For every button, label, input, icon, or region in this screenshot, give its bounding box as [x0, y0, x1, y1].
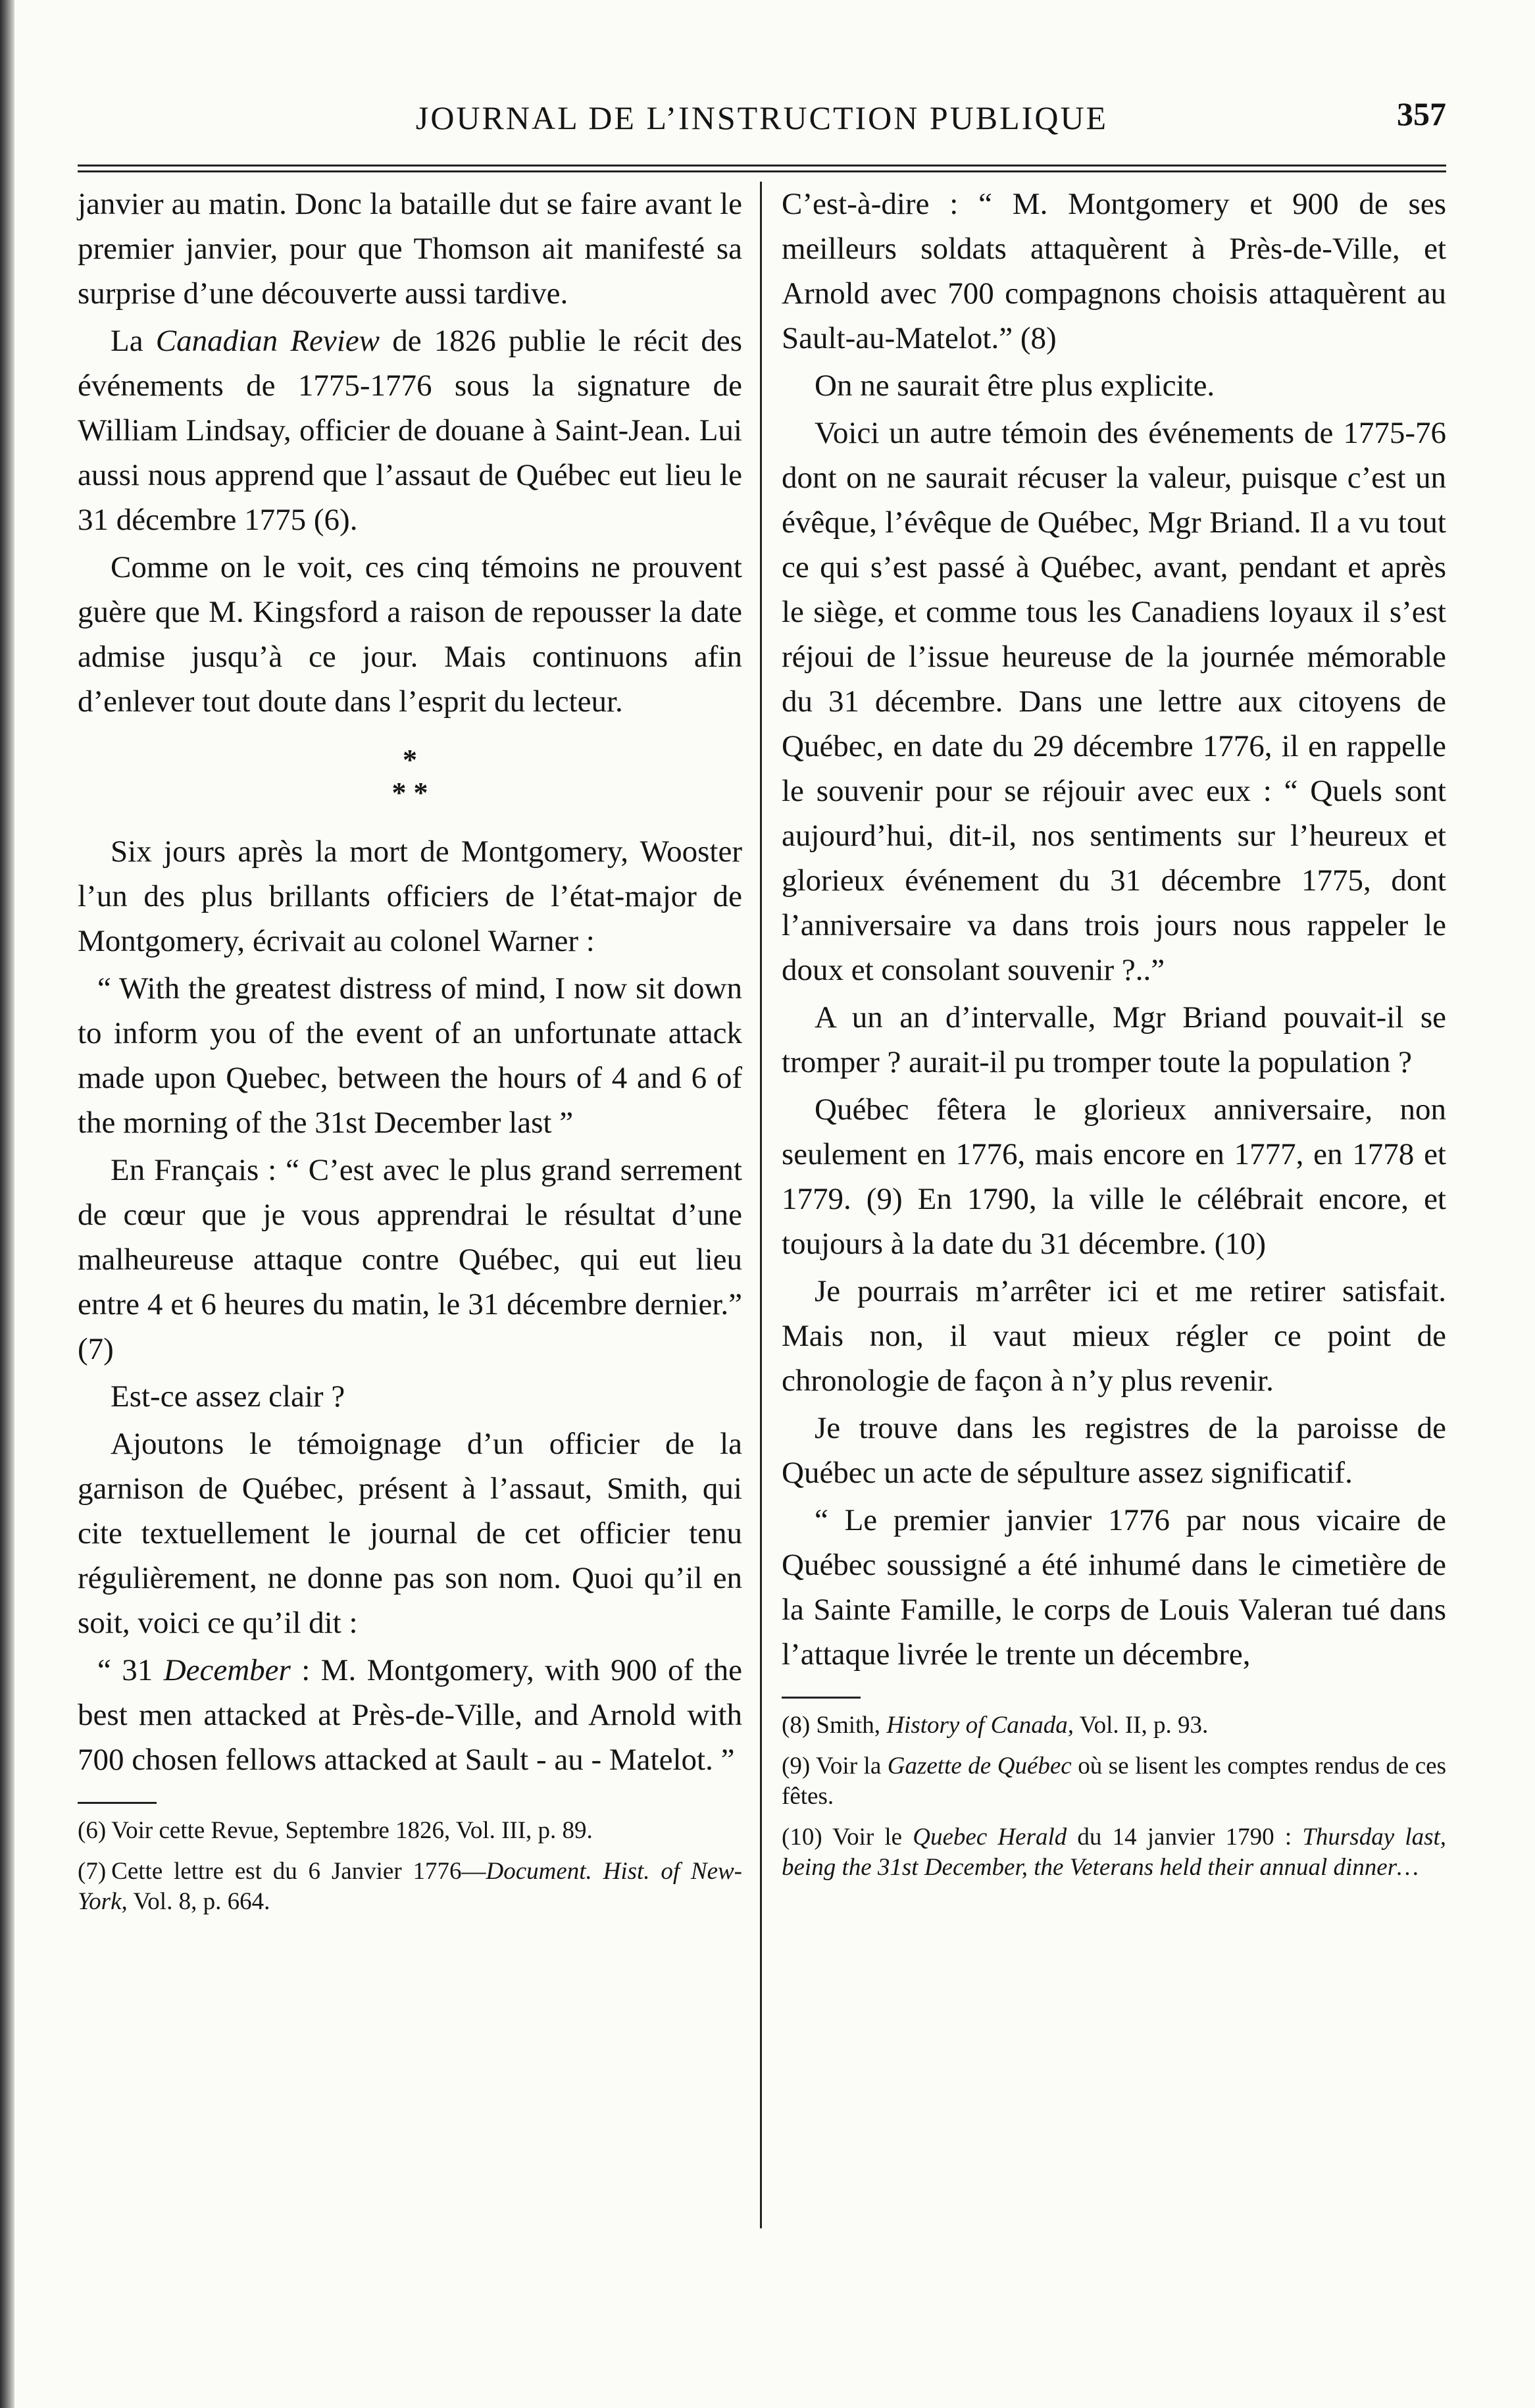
paragraph: Comme on le voit, ces cinq témoins ne prouvent guère que M. Kingsford a raison de repousser la date admise jusqu’à ce jour. Mais continuons afin d’enlever tout doute dans l’esprit du lecteur. [78, 550, 742, 719]
journal-title: JOURNAL DE L’INSTRUCTION PUBLIQUE [415, 99, 1109, 136]
burial-record-quote: “ Le premier janvier 1776 par nous vicaire de Québec soussigné a été inhumé dans le cimetière de la Sainte Famille, le corps de Louis Valeran tué dans l’attaque livrée le trente un décembre, [782, 1503, 1446, 1672]
paragraph: Québec fêtera le glorieux anniversaire, non seulement en 1776, mais encore en 1777, en 1778 et 1779. (9) En 1790, la ville le célébrait encore, et toujours à la date du 31 décembre. (10) [782, 1092, 1446, 1261]
footnote-6: (6) Voir cette Revue, Septembre 1826, Vol. III, p. 89. [78, 1817, 593, 1844]
text-columns [78, 182, 1446, 1928]
right-column [782, 182, 1446, 1928]
footnote-rule [78, 1802, 157, 1804]
header-double-rule [78, 165, 1446, 172]
column-divider [760, 182, 762, 2228]
paragraph: En Français : “ C’est avec le plus grand serrement de cœur que je vous apprendrai le résultat d’une malheureuse attaque contre Québec, qui eut lieu entre 4 et 6 heures du matin, le 31 décembre dernier.” (7) [78, 1153, 742, 1366]
paragraph: Je pourrais m’arrêter ici et me retirer satisfait. Mais non, il vaut mieux régler ce point de chronologie de façon à n’y plus revenir. [782, 1274, 1446, 1398]
page-number: 357 [1397, 95, 1446, 132]
paragraph: La Canadian Review de 1826 publie le récit des événements de 1775-1776 sous la signature de William Lindsay, officier de douane à Saint-Jean. Lui aussi nous apprend que l’assaut de Québec eut lieu le 31 décembre 1775 (6). [78, 324, 742, 537]
footnote-rule [782, 1697, 861, 1699]
running-head [78, 95, 1446, 158]
left-column [78, 182, 742, 1928]
section-separator: * * * [391, 744, 428, 809]
paragraph: A un an d’intervalle, Mgr Briand pouvait-il se tromper ? aurait-il pu tromper toute la population ? [782, 1000, 1446, 1079]
footnote-10: (10) Voir le Quebec Herald du 14 janvier 1790 : Thursday last, being the 31st December, the Veterans held their annual dinner… [782, 1824, 1446, 1881]
paragraph: On ne saurait être plus explicite. [815, 369, 1215, 403]
footnote-7: (7) Cette lettre est du 6 Janvier 1776—Document. Hist. of New-York, Vol. 8, p. 664. [78, 1858, 742, 1915]
paragraph: C’est-à-dire : “ M. Montgomery et 900 de ses meilleurs soldats attaquèrent à Près-de-Ville, et Arnold avec 700 compagnons choisis attaquèrent au Sault-au-Matelot.” (8) [782, 187, 1446, 355]
paragraph: Je trouve dans les registres de la paroisse de Québec un acte de sépulture assez significatif. [782, 1411, 1446, 1490]
english-quote: “ With the greatest distress of mind, I now sit down to inform you of the event of an unfortunate attack made upon Quebec, between the hours of 4 and 6 of the morning of the 31st December last ” [78, 971, 742, 1140]
paragraph: Est-ce assez clair ? [111, 1379, 345, 1414]
footnote-9: (9) Voir la Gazette de Québec où se lisent les comptes rendus de ces fêtes. [782, 1753, 1446, 1810]
paragraph: janvier au matin. Donc la bataille dut se faire avant le premier janvier, pour que Thomson ait manifesté sa surprise d’une découverte aussi tardive. [78, 187, 742, 311]
footnote-8: (8) Smith, History of Canada, Vol. II, p. 93. [782, 1712, 1209, 1739]
book-spine-shadow [0, 0, 14, 2408]
paragraph: Voici un autre témoin des événements de 1775-76 dont on ne saurait récuser la valeur, puisque c’est un évêque, l’évêque de Québec, Mgr Briand. Il a vu tout ce qui s’est passé à Québec, avant, pendant et après le siège, et comme tous les Canadiens loyaux il s’est réjoui de l’issue heureuse de la journée mémorable du 31 décembre. Dans une lettre aux citoyens de Québec, en date du 29 décembre 1776, il en rappelle le souvenir pour se réjouir avec eux : “ Quels sont aujourd’hui, dit-il, nos sentiments sur l’heureux et glorieux événement du 31 décembre 1775, dont l’anniversaire va dans trois jours nous rappeler le doux et consolant souvenir ?..” [782, 416, 1446, 987]
book-page [78, 95, 1446, 1928]
paragraph: Six jours après la mort de Montgomery, Wooster l’un des plus brillants officiers de l’état-major de Montgomery, écrivait au colonel Warner : [78, 834, 742, 958]
english-quote: “ 31 December : M. Montgomery, with 900 of the best men attacked at Près-de-Ville, and Arnold with 700 chosen fellows attacked at Sault - au - Matelot. ” [78, 1653, 742, 1777]
paragraph: Ajoutons le témoignage d’un officier de la garnison de Québec, présent à l’assaut, Smith, qui cite textuellement le journal de cet officier tenu régulièrement, ne donne pas son nom. Quoi qu’il en soit, voici ce qu’il dit : [78, 1427, 742, 1640]
